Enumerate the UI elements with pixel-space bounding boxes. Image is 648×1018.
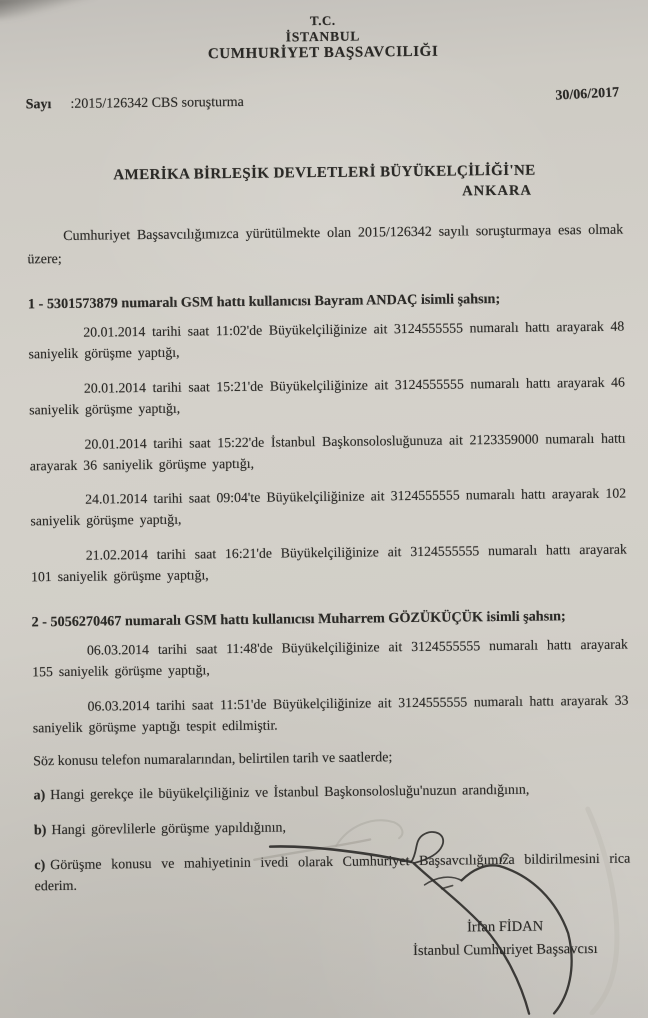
document-date: 30/06/2017: [555, 85, 620, 104]
recipient-city: ANKARA: [462, 182, 532, 200]
section-1-paragraph: 20.01.2014 tarihi saat 11:02'de Büyükelçiliğinize ait 3124555555 numaralı hattı arayarak 48 saniyelik görüşme yaptığı,: [28, 318, 625, 362]
closing-item-a: [33, 779, 629, 807]
meta-row: [25, 85, 622, 114]
closing-item-a-label: a): [33, 788, 46, 804]
section-2-heading: 2 - 5056270467 numaralı GSM hattı kullanıcısı Muharrem GÖZÜKÜÇÜK isimli şahsın;: [31, 608, 566, 631]
closing-item-c-label: c): [34, 858, 46, 874]
closing-item-b-text: Hangi görevlilerle görüşme yapıldığının,: [51, 820, 287, 839]
case-number-label: Sayı: [25, 97, 52, 113]
letterhead-city: İSTANBUL: [285, 28, 361, 45]
case-number-line: [26, 95, 244, 113]
closing-item-b: [34, 814, 630, 842]
section-1-paragraph: 20.01.2014 tarihi saat 15:22'de İstanbul Başkonsolosluğunuza ait 2123359000 numaralı hattı arayarak 36 saniyelik görüşme yaptığı,: [29, 430, 626, 473]
letterhead-office: CUMHURİYET BAŞSAVCILIĞI: [207, 43, 439, 63]
letterhead-tc: T.C.: [309, 12, 336, 29]
section-1-paragraph: 24.01.2014 tarihi saat 09:04'te Büyükelçiliğinize ait 3124555555 numaralı hattı arayarak 102 saniyelik görüşme yaptığı,: [30, 485, 627, 529]
recipient-name: AMERİKA BİRLEŞİK DEVLETLERİ BÜYÜKELÇİLİĞİ'NE: [113, 162, 536, 184]
signature-block: [367, 914, 644, 963]
closing-item-a-text: Hangi gerekçe ile büyükelçiliğiniz ve İstanbul Başkonsolosluğu'nuzun arandığının,: [50, 782, 530, 804]
closing-item-b-label: b): [33, 823, 47, 839]
letterhead: [25, 0, 622, 65]
closing-item-c-text: Görüşme konusu ve mahiyetinin ivedi olarak Cumhuriyet Başsavcılığımıza bildirilmesini rica ederim.: [34, 851, 631, 895]
intro-paragraph: Cumhuriyet Başsavcılığımızca yürütülmekte olan 2015/126342 sayılı soruşturmaya esas olmak üzere;: [27, 222, 624, 268]
section-1-paragraph: 20.01.2014 tarihi saat 15:21'de Büyükelçiliğinize ait 3124555555 numaralı hattı arayarak 46 saniyelik görüşme yaptığı,: [29, 374, 625, 418]
signatory-name: İrfan FİDAN: [466, 918, 544, 936]
recipient-block: [113, 162, 536, 205]
closing-item-c: [34, 849, 630, 898]
closing-lead: Söz konusu telefon numaralarından, belirtilen tarih ve saatlerde;: [33, 750, 393, 770]
section-2-paragraph: 06.03.2014 tarihi saat 11:48'de Büyükelçiliğinize ait 3124555555 numaralı hattı arayarak 155 saniyelik görüşme yaptığı,: [32, 636, 628, 680]
section-1-heading: 1 - 5301573879 numaralı GSM hattı kullanıcısı Bayram ANDAÇ isimli şahsın;: [27, 290, 501, 313]
section-2-paragraph: 06.03.2014 tarihi saat 11:51'de Büyükelçiliğinize ait 3124555555 numaralı hattı arayarak 33 saniyelik görüşme yaptığı tespit edilmiştir.: [32, 692, 629, 736]
section-1-paragraph: 21.02.2014 tarihi saat 16:21'de Büyükelçiliğinize ait 3124555555 numaralı hattı arayarak 101 saniyelik görüşme yaptığı,: [30, 541, 627, 585]
case-number-value: :2015/126342 CBS soruşturma: [70, 94, 244, 112]
signatory-title: İstanbul Cumhuriyet Başsavcısı: [413, 940, 598, 960]
